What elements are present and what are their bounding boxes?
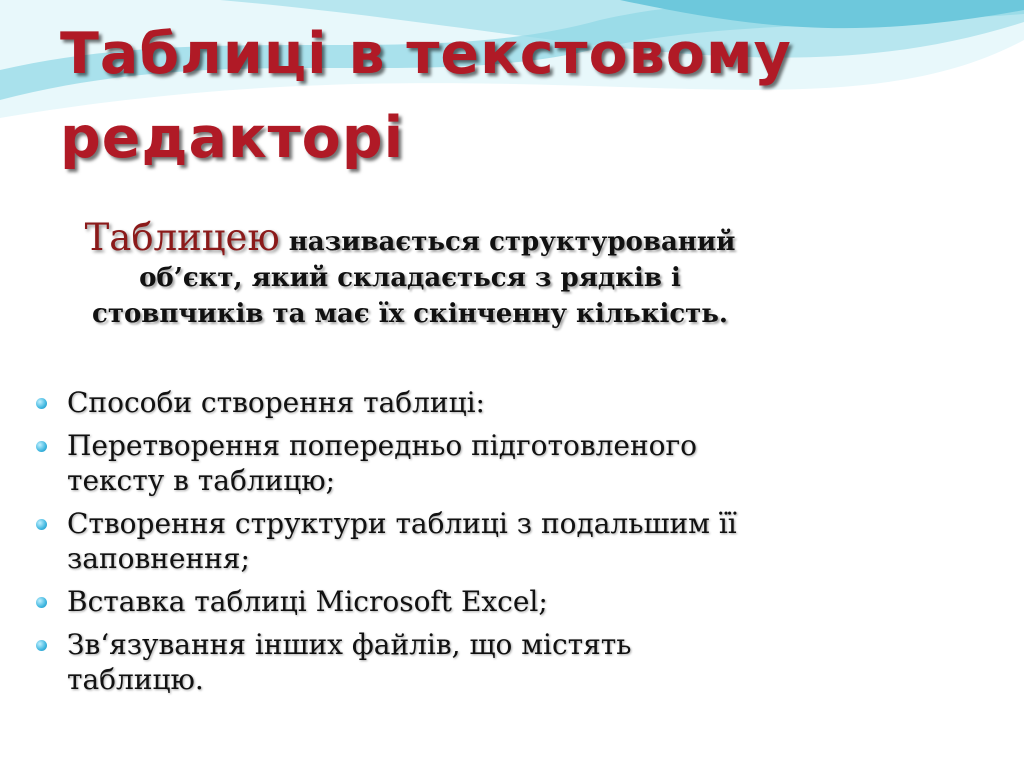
definition-text: називається структурований об’єкт, який складається з рядків і стовпчиків та має їх скінченну кількість.	[92, 227, 736, 329]
bullet-item	[30, 584, 770, 619]
bullet-text: Зв‘язування інших файлів, що містять таблицю.	[67, 628, 632, 696]
bullet-icon	[36, 640, 47, 651]
slide-title: Таблиці в текстовому редакторі	[60, 21, 792, 171]
bullet-item	[30, 428, 770, 498]
bullet-icon	[36, 398, 47, 409]
bullet-item	[30, 385, 770, 420]
bullet-item	[30, 506, 770, 576]
bullet-icon	[36, 441, 47, 452]
bullet-text: Вставка таблиці Microsoft Excel;	[67, 585, 548, 618]
bullet-text: Перетворення попередньо підготовленого тексту в таблицю;	[67, 429, 698, 497]
definition-paragraph	[60, 216, 760, 332]
bullet-text: Способи створення таблиці:	[67, 386, 485, 419]
definition-term: Таблицею	[84, 216, 280, 259]
bullet-item	[30, 627, 770, 697]
bullet-icon	[36, 597, 47, 608]
bullet-icon	[36, 519, 47, 530]
bullet-list	[30, 385, 770, 705]
bullet-text: Створення структури таблиці з подальшим її заповнення;	[67, 507, 737, 575]
